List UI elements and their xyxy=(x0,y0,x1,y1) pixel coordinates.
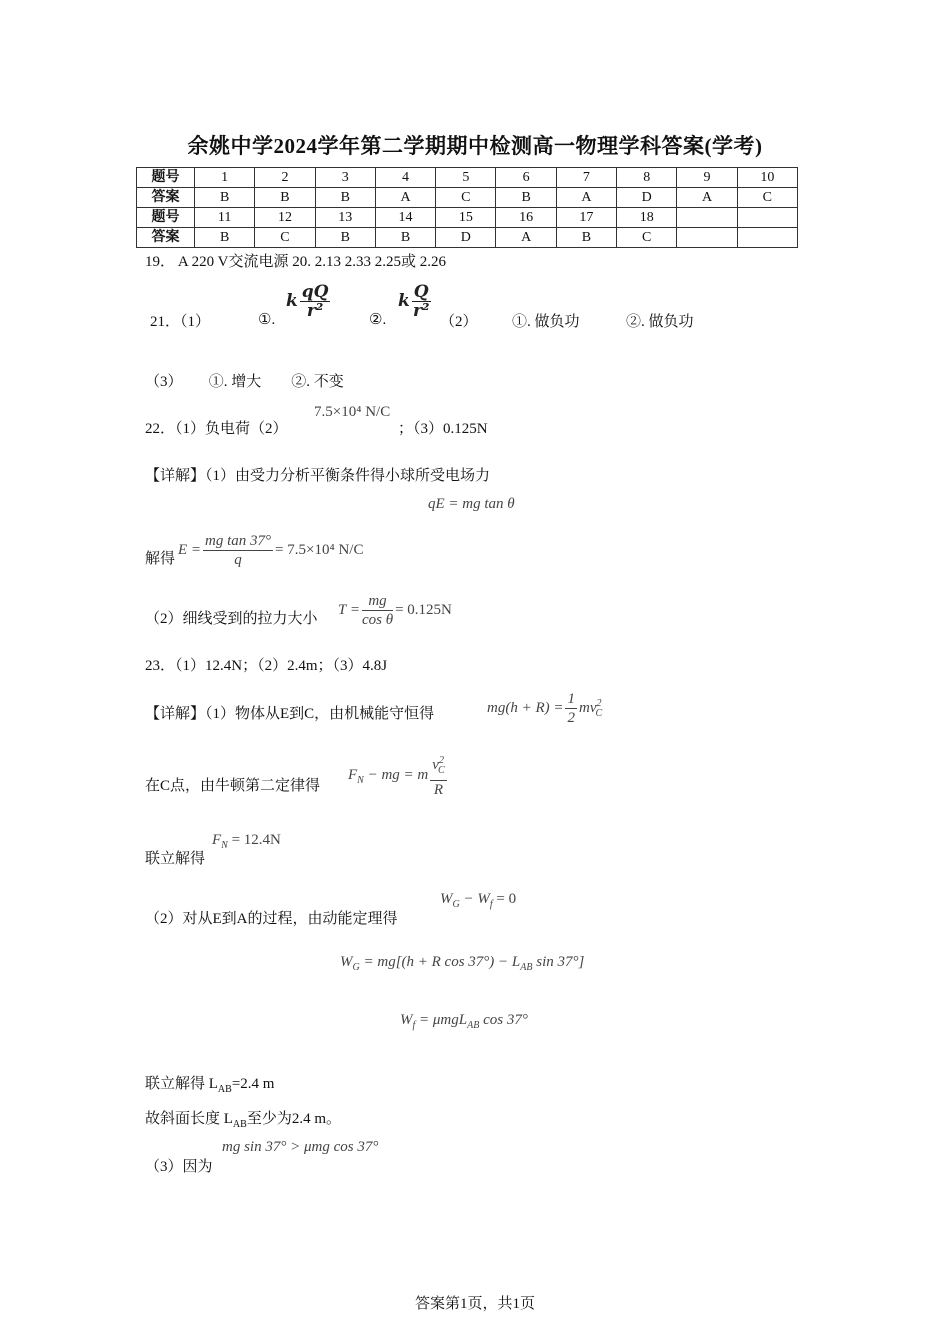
q23-eq6: $W_f = \mu mgL_{AB}$ cos 37° xyxy=(400,1012,528,1031)
table-cell: 16 xyxy=(496,208,556,228)
table-cell xyxy=(737,208,797,228)
q23-part2: （2）对从E到A的过程，由动能定理得 xyxy=(145,911,398,927)
table-cell: B xyxy=(255,188,315,208)
page-footer: 答案第1页，共1页 xyxy=(414,1296,535,1312)
table-cell: 7 xyxy=(556,168,616,188)
table-cell: 11 xyxy=(195,208,255,228)
table-row xyxy=(137,228,798,248)
q23-solve2: 联立解得 $L_{AB}=2.4$ m xyxy=(145,1076,275,1095)
q21-line3: （3） ①. 增大 ②. 不变 xyxy=(145,374,344,390)
table-cell: 1 xyxy=(195,168,255,188)
table-row xyxy=(137,168,798,188)
table-cell: 4 xyxy=(375,168,435,188)
table-cell: B xyxy=(375,228,435,248)
row-label: 题号 xyxy=(137,208,195,228)
q22-eq1: qE = mg tan θ xyxy=(428,496,515,512)
q21-p2: ②. xyxy=(369,312,387,328)
q23-eq5: $W_G = mg[(h + R$ $\cos 37^\circ) - L_{AB}$ sin 37°] xyxy=(340,954,585,973)
table-cell: B xyxy=(556,228,616,248)
table-cell: B xyxy=(315,188,375,208)
table-cell: 12 xyxy=(255,208,315,228)
table-cell: B xyxy=(315,228,375,248)
table-cell: 18 xyxy=(617,208,677,228)
answer-table xyxy=(136,167,798,248)
table-cell: B xyxy=(496,188,556,208)
q23-eq3: $F_N = 12.4N$ xyxy=(212,832,281,851)
table-cell xyxy=(737,228,797,248)
table-cell: B xyxy=(195,188,255,208)
q23-eq4: $W_G - W_f = 0$ xyxy=(440,891,517,910)
q23-part3: （3）因为 xyxy=(145,1159,213,1175)
q23-summary: 23．（1）12.4N；（2）2.4m；（3）4.8J xyxy=(145,658,388,674)
table-cell: 17 xyxy=(556,208,616,228)
table-cell xyxy=(677,228,737,248)
table-cell: C xyxy=(737,188,797,208)
q21-p1: ①. xyxy=(258,312,276,328)
table-row xyxy=(137,188,798,208)
table-cell: C xyxy=(436,188,496,208)
row-label: 答案 xyxy=(137,188,195,208)
table-cell: A xyxy=(677,188,737,208)
q21-formula-2: k $\frac{Q}{\text{r²}}$ xyxy=(398,282,430,321)
q21-p3: ①. 做负功 xyxy=(512,314,580,330)
table-cell: C xyxy=(617,228,677,248)
table-cell: 3 xyxy=(315,168,375,188)
q19-q20-answers: 19． A 220 V交流电源 20. 2.13 2.33 2.25或 2.26 xyxy=(145,254,446,270)
table-cell: 2 xyxy=(255,168,315,188)
table-cell: C xyxy=(255,228,315,248)
q22-answer-b: ；（3）0.125N xyxy=(398,421,488,437)
q22-eq2: E = $\frac{\text{mg tan 37°}}{q}$ = 7.5×10⁴ N/C xyxy=(178,533,364,568)
q22-answer-value: 7.5×10⁴ N/C xyxy=(314,404,391,420)
table-cell: D xyxy=(617,188,677,208)
table-cell: 8 xyxy=(617,168,677,188)
table-cell: 15 xyxy=(436,208,496,228)
table-cell: B xyxy=(195,228,255,248)
q21-label: 21．（1） xyxy=(150,314,211,330)
table-cell: 14 xyxy=(375,208,435,228)
table-cell: 13 xyxy=(315,208,375,228)
q21-part2: （2） xyxy=(440,314,478,330)
q23-eq1: mg(h + R) = $\frac{1}{2}$ $mv^2_C$ xyxy=(487,691,603,726)
table-cell: D xyxy=(436,228,496,248)
table-cell: A xyxy=(375,188,435,208)
q23-detail1: 【详解】（1）物体从E到C，由机械能守恒得 xyxy=(145,706,435,722)
row-label: 答案 xyxy=(137,228,195,248)
table-cell: 10 xyxy=(737,168,797,188)
q22-answer-a: 22．（1）负电荷（2） xyxy=(145,421,288,437)
q21-formula-1: k $\frac{qQ}{\text{r²}}$ xyxy=(286,282,329,321)
document-title: 余姚中学2024学年第二学期期中检测高一物理学科答案(学考) xyxy=(187,134,763,158)
q23-solve1: 联立解得 xyxy=(145,851,206,867)
q23-c-point: 在C点，由牛顿第二定律得 xyxy=(145,778,321,794)
q23-eq2: $F_N$ − mg = m $\frac{v^2_C}{R}$ xyxy=(348,752,449,799)
q22-detail: 【详解】（1）由受力分析平衡条件得小球所受电场力 xyxy=(145,468,491,484)
table-cell: A xyxy=(556,188,616,208)
q22-solve-label: 解得 xyxy=(145,551,176,567)
table-cell: A xyxy=(496,228,556,248)
row-label: 题号 xyxy=(137,168,195,188)
table-cell xyxy=(677,208,737,228)
table-row xyxy=(137,208,798,228)
q22-eq3: T = $\frac{mg}{\text{cos θ}}$ = 0.125N xyxy=(338,593,452,628)
q23-eq7: mg sin 37° > μmg cos 37° xyxy=(222,1139,379,1155)
q23-conclusion: 故斜面长度 $L_{AB}$至少为2.4 m。 xyxy=(145,1111,341,1130)
q22-part2-label: （2）细线受到的拉力大小 xyxy=(145,611,318,627)
table-cell: 5 xyxy=(436,168,496,188)
q21-p4: ②. 做负功 xyxy=(626,314,694,330)
table-cell: 6 xyxy=(496,168,556,188)
table-cell: 9 xyxy=(677,168,737,188)
